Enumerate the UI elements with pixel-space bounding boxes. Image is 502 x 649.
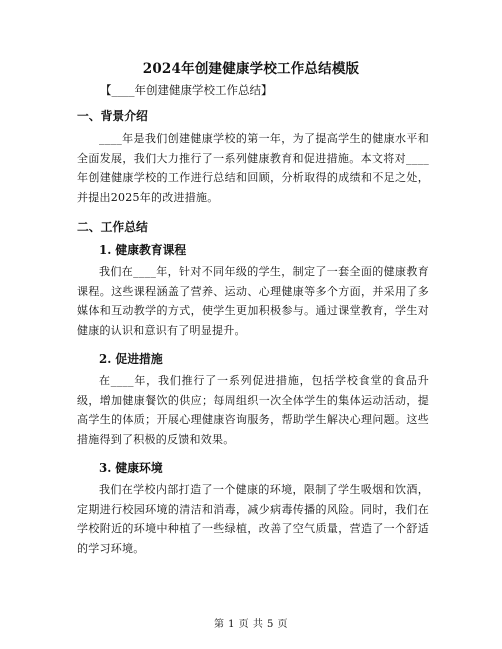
subsection-heading-health-environment: 3. 健康环境 — [99, 461, 163, 475]
paragraph-health-courses: 我们在____年，针对不同年级的学生，制定了一套全面的健康教育课程。这些课程涵盖了营养、运动、心理健康等多个方面，并采用了多媒体和互动教学的方式，使学生更加积极参与。通过课堂教育，学生对健康的认识和意识有了明显提升。 — [77, 265, 429, 337]
section-heading-work-summary: 二、工作总结 — [77, 220, 148, 234]
paragraph-promotion-measures: 在____年，我们推行了一系列促进措施，包括学校食堂的食品升级，增加健康餐饮的供应；每周组织一次全体学生的集体运动活动，提高学生的体质；开展心理健康咨询服务，帮助学生解决心理问题。这些措施得到了积极的反馈和效果。 — [77, 374, 429, 446]
paragraph-health-environment: 我们在学校内部打造了一个健康的环境，限制了学生吸烟和饮酒，定期进行校园环境的清洁和消毒，减少病毒传播的风险。同时，我们在学校附近的环境中种植了一些绿植，改善了空气质量，营造了一个舒适的学习环境。 — [77, 483, 429, 555]
document-title: 2024年创建健康学校工作总结模版 — [142, 61, 360, 77]
paragraph-background: ____年是我们创建健康学校的第一年，为了提高学生的健康水平和全面发展，我们大力推行了一系列健康教育和促进措施。本文将对____年创建健康学校的工作进行总结和回顾，分析取得的成绩和不足之处，并提出2025年的改进措施。 — [77, 132, 429, 204]
subsection-heading-health-courses: 1. 健康教育课程 — [99, 243, 187, 257]
document-subtitle: 【____年创建健康学校工作总结】 — [100, 83, 273, 97]
subsection-heading-promotion-measures: 2. 促进措施 — [99, 352, 163, 366]
page-number-footer: 第 1 页 共 5 页 — [213, 619, 289, 630]
section-heading-background: 一、背景介绍 — [77, 109, 148, 123]
